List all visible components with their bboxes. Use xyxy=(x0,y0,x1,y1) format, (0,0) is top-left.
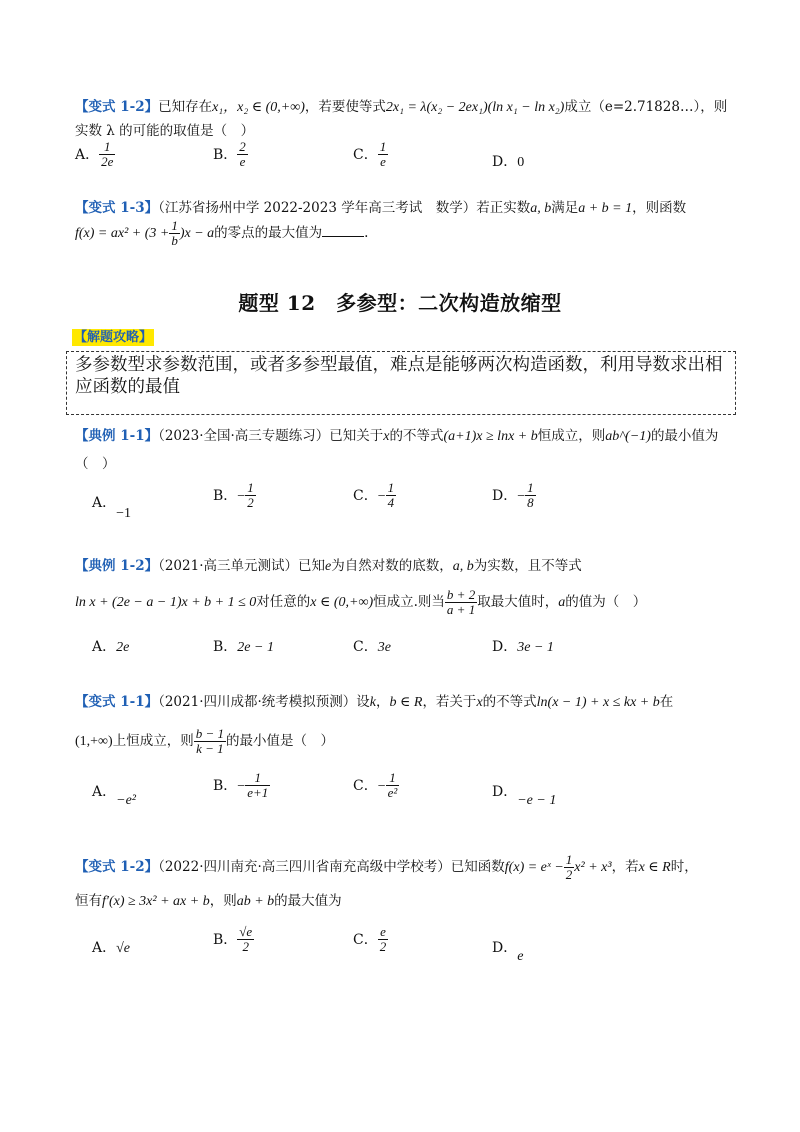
q1-option-c: C． $\frac{1}{e}$ xyxy=(353,139,387,169)
q3-option-a: A．−1 xyxy=(92,495,132,521)
q6-line2: 恒有f′(x) ≥ 3x² + ax + b，则ab + b的最大值为 xyxy=(75,893,342,909)
q2-line1: 【变式 1-3】（江苏省扬州中学 2022-2023 学年高三考试 数学）若正实数a, b满足a + b = 1，则函数 xyxy=(75,200,687,216)
q3-line2: （ ） xyxy=(75,456,116,472)
q1-option-d: D．0 xyxy=(492,154,525,170)
q5-line1: 【变式 1-1】（2021·四川成都·统考模拟预测）设k，b ∈ R，若关于x的不等式ln(x − 1) + x ≤ kx + b在 xyxy=(75,694,674,710)
q4-option-d: D．3e − 1 xyxy=(492,639,554,655)
q6-option-d: D．e xyxy=(492,940,524,964)
q4-line1: 【典例 1-2】（2021·高三单元测试）已知e为自然对数的底数，a, b为实数，且不等式 xyxy=(75,558,582,574)
strategy-text: 多参数型求参数范围，或者多参型最值，难点是能够两次构造函数，利用导数求出相应函数的最值 xyxy=(75,355,723,397)
q6-option-b: B． $\frac{√e}{2}$ xyxy=(213,924,253,954)
answer-blank xyxy=(322,224,364,237)
q4-option-c: C．3e xyxy=(353,639,391,655)
q1-line1: 【变式 1-2】已知存在x₁，x₂ ∈ (0,+∞)，若要使等式2x₁ = λ(x₂ − 2ex₁)(ln x₁ − ln x₂)成立（e=2.71828…），则 xyxy=(75,99,728,115)
q2-tag: 【变式 1-3】 xyxy=(75,200,159,216)
section-title: 题型 12 多参型：二次构造放缩型 xyxy=(238,291,562,315)
q5-option-b: B．− $\frac{1}{e+1}$ xyxy=(213,770,269,800)
q3-tag: 【典例 1-1】 xyxy=(75,428,159,444)
q5-option-c: C．− $\frac{1}{\text{e²}}$ xyxy=(353,770,398,800)
q5-line2: (1,+∞)上恒成立，则 $\frac{b - 1}{k - 1}$ 的最小值是（ ） xyxy=(75,726,334,756)
q4-option-b: B．2e − 1 xyxy=(213,639,274,655)
q6-option-a: A．√e xyxy=(92,940,131,956)
q5-tag: 【变式 1-1】 xyxy=(75,694,159,710)
q1-option-b: B． $\frac{2}{e}$ xyxy=(213,139,246,169)
q6-line1: 【变式 1-2】（2022·四川南充·高三四川省南充高级中学校考）已知函数f(x) = eˣ − $\frac{1}{2}$ x² + x³，若x ∈ R时， xyxy=(75,852,698,882)
q5-option-d: D．−e − 1 xyxy=(492,784,557,808)
q5-option-a: A．−e² xyxy=(92,784,136,808)
q1-equation: 2x₁ = λ(x₂ − 2ex₁)(ln x₁ − ln x₂) xyxy=(385,100,565,115)
q3-option-d: D．− $\frac{1}{8}$ xyxy=(492,480,534,510)
q4-line2: ln x + (2e − a − 1)x + b + 1 ≤ 0对任意的x ∈ (0,+∞)恒成立.则当 $\frac{b + 2}{a + 1}$ 取最大值时，a的值为（ ） xyxy=(75,587,647,617)
q1-line2: 实数 λ 的可能的取值是（ ） xyxy=(75,123,255,139)
strategy-badge: 【解题攻略】 xyxy=(74,330,153,345)
q2-line2: f(x) = ax² + (3 + $\frac{1}{b}$ )x − a的零点的最大值为 . xyxy=(75,218,369,248)
q3-option-b: B．− $\frac{1}{2}$ xyxy=(213,480,254,510)
q6-tag: 【变式 1-2】 xyxy=(75,859,159,875)
q6-option-c: C． $\frac{e}{2}$ xyxy=(353,924,387,954)
q1-option-a: A． $\frac{1}{2e}$ xyxy=(75,139,114,169)
q4-option-a: A．2e xyxy=(92,639,130,655)
q1-tag: 【变式 1-2】 xyxy=(75,99,159,115)
q3-option-c: C．− $\frac{1}{4}$ xyxy=(353,480,395,510)
q4-tag: 【典例 1-2】 xyxy=(75,558,159,574)
q3-line1: 【典例 1-1】（2023·全国·高三专题练习）已知关于x的不等式(a+1)x ≥ lnx + b恒成立，则ab^(−1)的最小值为 xyxy=(75,428,719,444)
